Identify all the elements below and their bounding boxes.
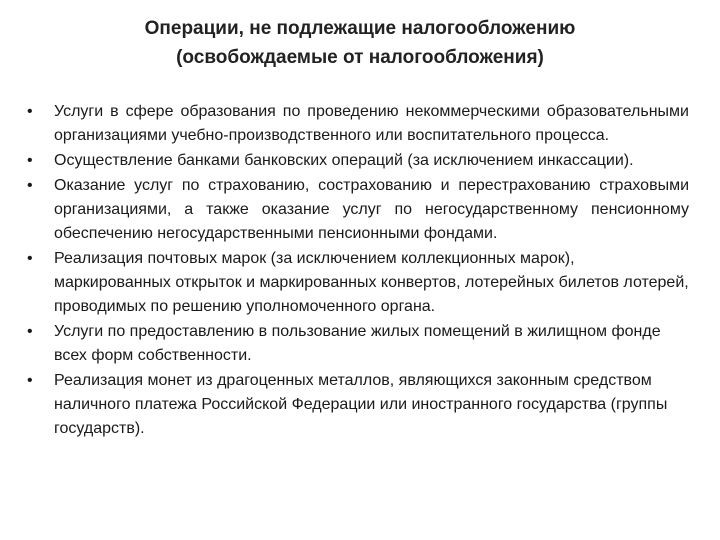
list-item [27,320,689,368]
bullet-icon: • [27,177,33,194]
bullet-icon: • [27,103,33,120]
page-title [60,14,660,72]
list-item-text: Услуги по предоставлению в пользование жилых помещений в жилищном фонде всех форм собственности. [54,323,661,364]
list-item-text: Реализация монет из драгоценных металлов, являющихся законным средством наличного платежа Российской Федерации или иностранного государства (группы государств). [54,372,668,437]
list-item [27,369,689,441]
list-item [27,100,689,148]
list-item-text: Услуги в сфере образования по проведению некоммерческими образовательными организациями учебно-производственного или воспитательного процесса. [54,103,689,144]
bullet-list [27,100,689,442]
bullet-icon: • [27,152,33,169]
title-line-1: Операции, не подлежащие налогообложению [144,18,576,39]
bullet-icon: • [27,250,33,267]
list-item [27,149,689,173]
list-item-text: Оказание услуг по страхованию, сострахованию и перестрахованию страховыми организациями, а также оказание услуг по негосударственному пенсионному обеспечению негосударственными пенсионными фондами. [54,177,689,242]
list-item-text: Осуществление банками банковских операций (за исключением инкассации). [54,152,634,169]
bullet-icon: • [27,372,33,389]
bullet-icon: • [27,323,33,340]
list-item [27,174,689,246]
list-item-text: Реализация почтовых марок (за исключением коллекционных марок), маркированных открыток и маркированных конвертов, лотерейных билетов лотерей, проводимых по решению уполномоченного органа. [54,250,689,315]
title-line-2: (освобождаемые от налогообложения) [176,47,544,68]
list-item [27,247,689,319]
